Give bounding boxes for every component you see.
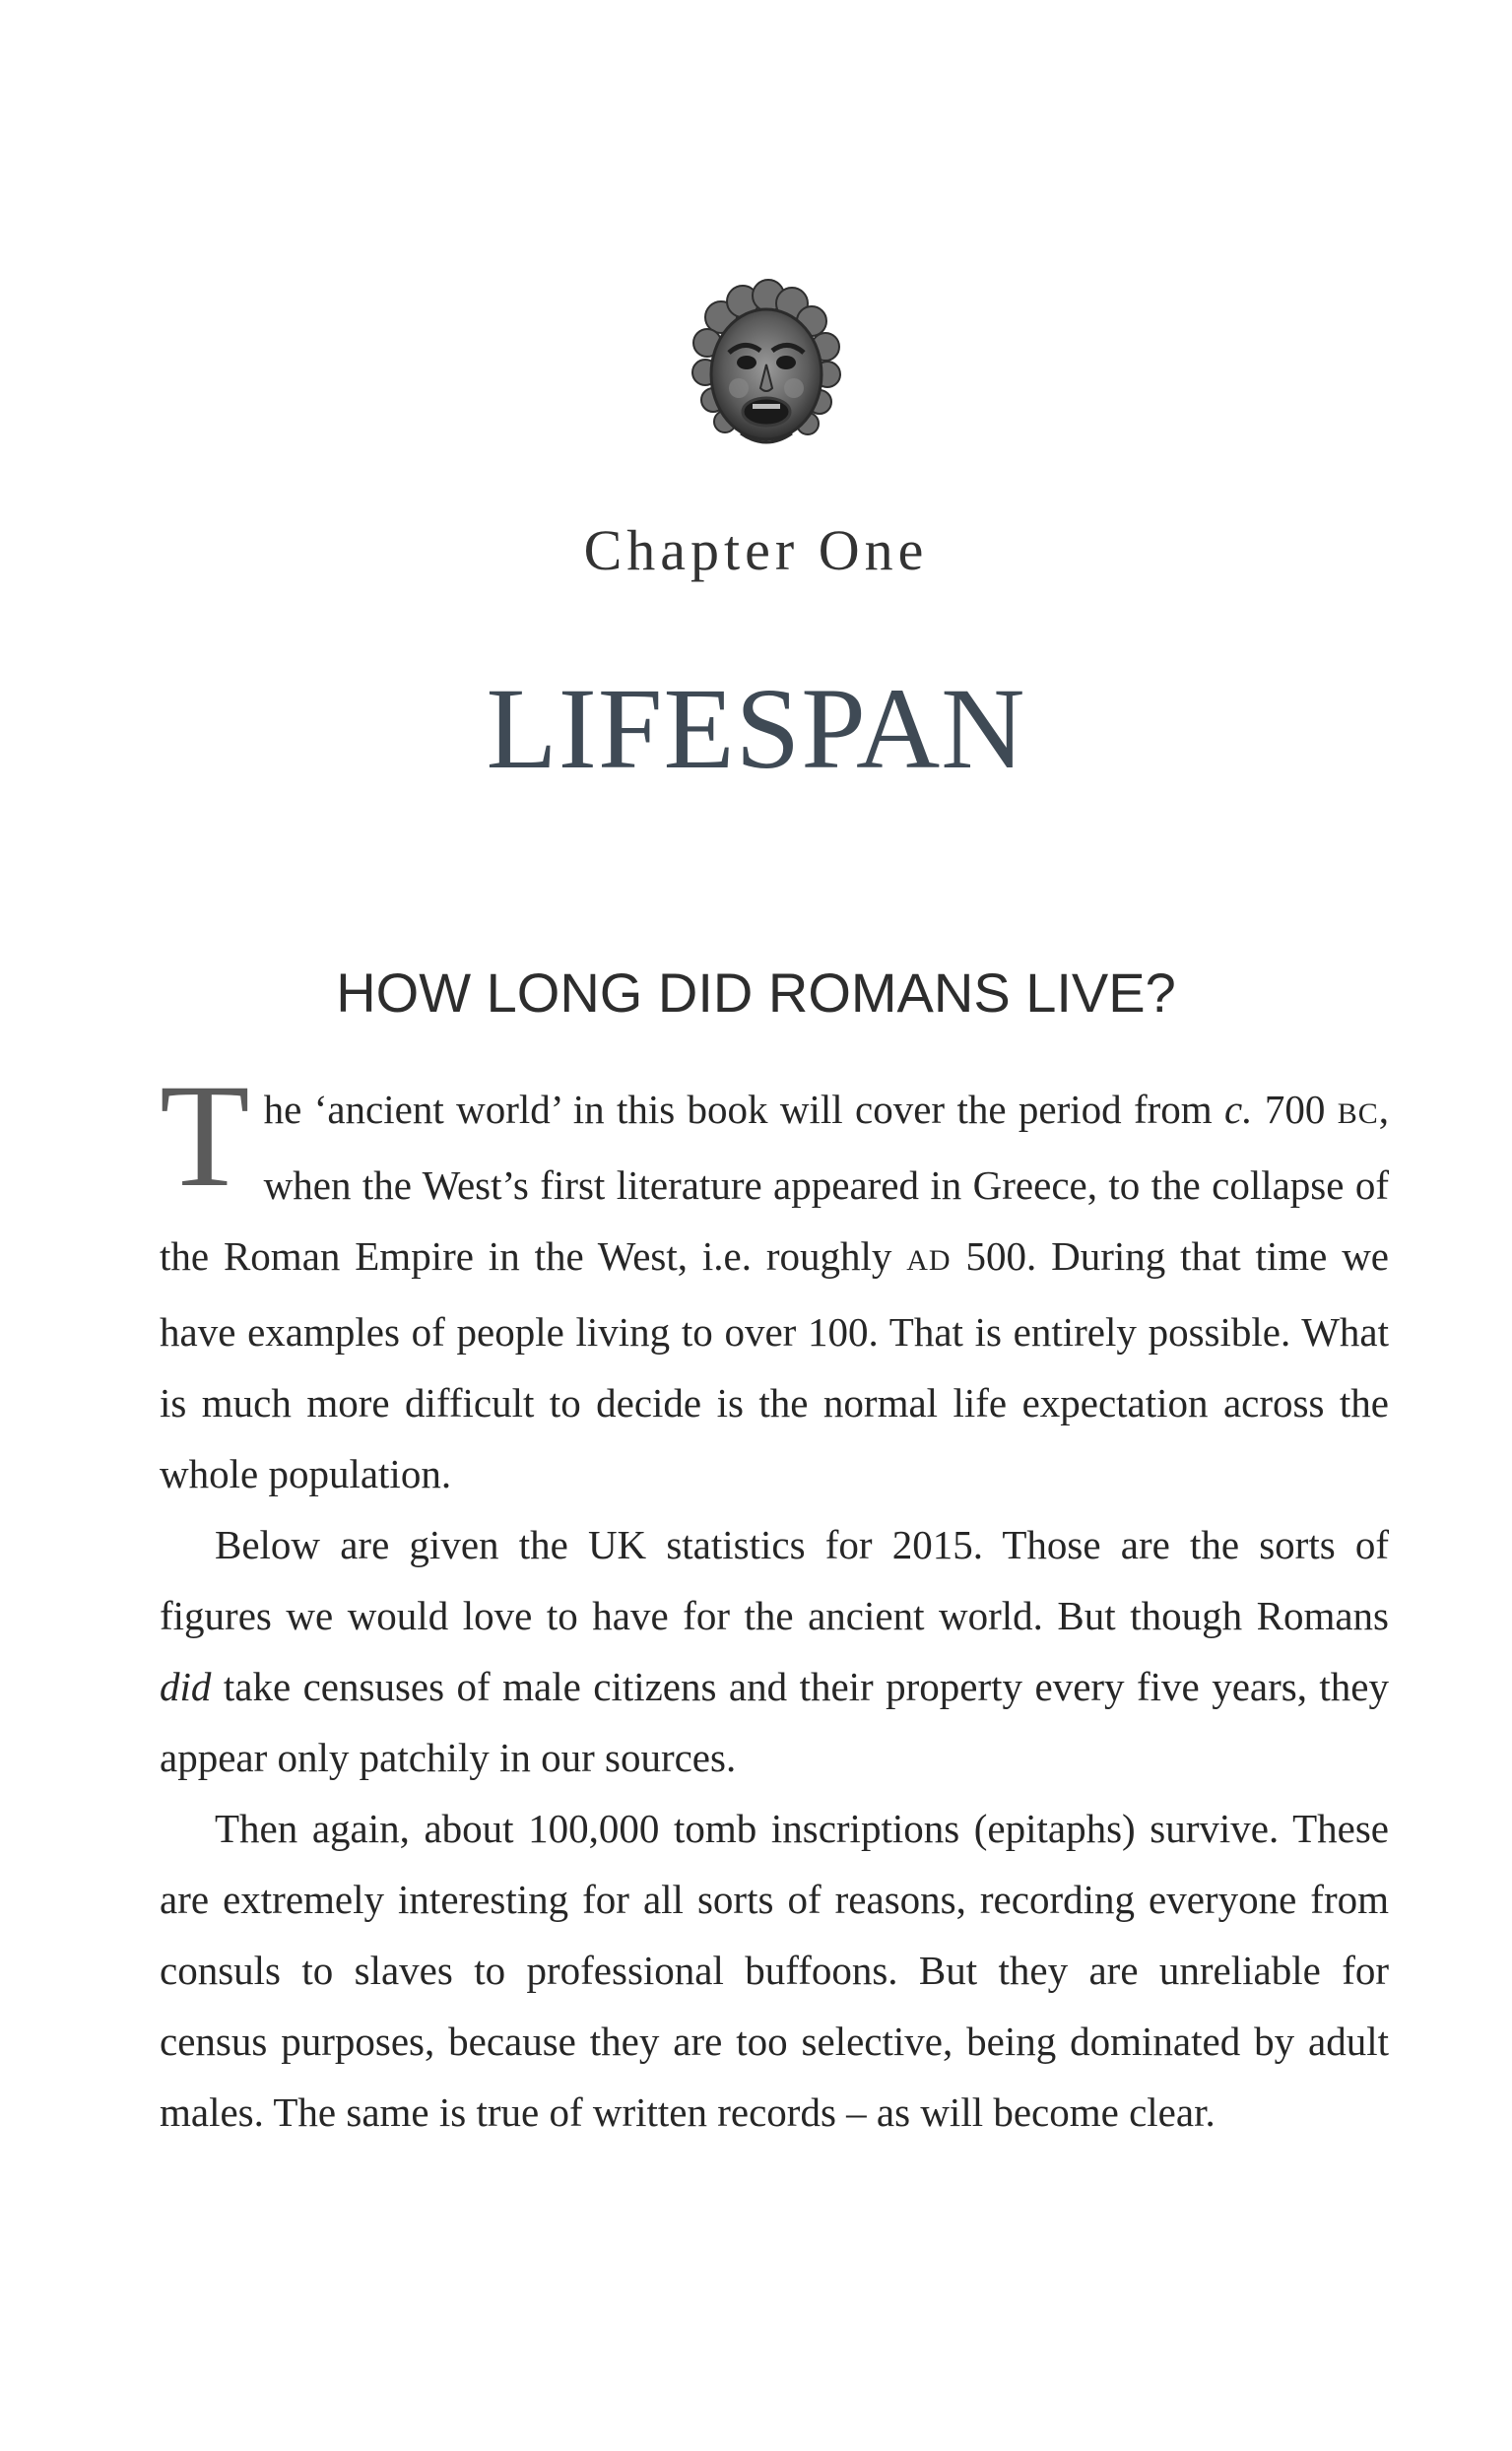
body-text	[160, 1054, 1389, 2148]
paragraph-1-bc: BC	[1337, 1097, 1379, 1130]
section-heading: HOW LONG DID ROMANS LIVE?	[336, 961, 1176, 1024]
paragraph-1-ad: AD	[906, 1244, 952, 1277]
drop-cap: T	[160, 1054, 250, 1218]
paragraph-1-text-e: 500. During that time we have examples of people living to over 100. That is entirely possible. What is much more difficult to decide is the normal life expectation across the whole population.	[160, 1233, 1389, 1496]
paragraph-2-text-b: take censuses of male citizens and their property every five years, they appear only patchily in our sources.	[160, 1664, 1389, 1780]
paragraph-1-text-a: he ‘ancient world’ in this book will cover the period from	[263, 1087, 1225, 1132]
paragraph-2-text-a: Below are given the UK statistics for 2015. Those are the sorts of figures we would love to have for the ancient world. But though Romans	[160, 1522, 1389, 1638]
paragraph-1	[160, 1054, 1389, 1509]
paragraph-2	[160, 1509, 1389, 1793]
paragraph-3: Then again, about 100,000 tomb inscriptions (epitaphs) survive. These are extremely interesting for all sorts of reasons, recording everyone from consuls to slaves to professional buffoons. But they are unreliable for census purposes, because they are too selective, being dominated by adult males. The same is true of written records – as will become clear.	[160, 1806, 1389, 2135]
chapter-label: Chapter One	[583, 518, 929, 582]
paragraph-1-circa: c.	[1224, 1087, 1253, 1132]
paragraph-1-text-c: 700	[1252, 1087, 1338, 1132]
chapter-title: LIFESPAN	[486, 664, 1026, 793]
paragraph-2-italic: did	[160, 1664, 212, 1709]
paragraph-1-text-d: , when the West’s first literature appeared in Greece, to the collapse of the Roman Empire in the West, i.e. roughly	[160, 1087, 1389, 1279]
theatre-mask-icon	[682, 278, 849, 455]
